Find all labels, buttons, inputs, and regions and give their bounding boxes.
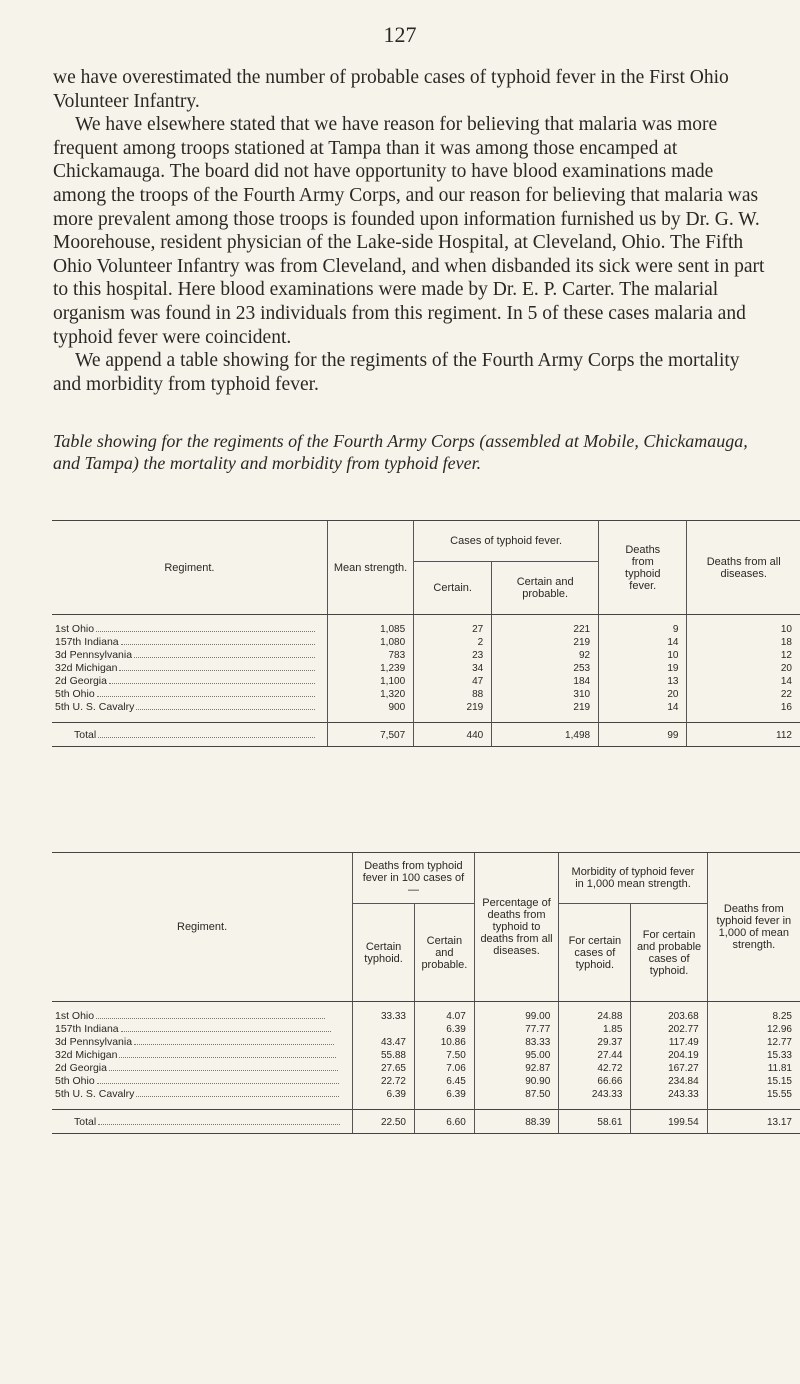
- leader-dots: [121, 1031, 331, 1032]
- leader-dots: [136, 709, 315, 710]
- regiment-cell: [52, 1023, 353, 1036]
- table-row: [52, 649, 800, 662]
- cell-certain-typhoid: 43.47: [353, 1036, 415, 1049]
- cell-deaths-typhoid: 13: [599, 675, 687, 688]
- col-header-certain-typhoid: Certain typhoid.: [353, 904, 415, 1002]
- cell-certain-typhoid: 27.65: [353, 1062, 415, 1075]
- cell-certain: 88: [414, 688, 492, 701]
- paragraph-2: We have elsewhere stated that we have reason for believing that malaria was more frequent among troops stationed at Tampa than it was among those encamped at Chickamauga. The board did not have opportunity to have blood examinations made among the troops of the Fourth Army Corps, and our reason for believing that malaria was more prevalent among those troops is founded upon information furnished us by Dr. G. W. Moorehouse, resident physician of the Lake-side Hospital, at Cleveland, Ohio. The Fifth Ohio Volunteer Infantry was from Cleveland, and when disbanded its sick were sent in part to this hospital. Here blood examinations were made by Dr. E. P. Carter. The malarial organism was found in 23 individuals from this regiment. In 5 of these cases malaria and typhoid fever were coincident.: [53, 114, 765, 348]
- cell-for-certain: 1.85: [559, 1023, 631, 1036]
- regiment-cell: [52, 1049, 353, 1062]
- regiment-cell: [52, 1036, 353, 1049]
- table-row: [52, 1088, 800, 1101]
- leader-dots: [109, 683, 315, 684]
- total-deaths-typhoid: 99: [599, 723, 687, 743]
- cell-deaths-typhoid: 9: [599, 623, 687, 636]
- cell-certain-typhoid: 6.39: [353, 1088, 415, 1101]
- leader-dots: [121, 644, 315, 645]
- col-header-mean-strength: Mean strength.: [327, 521, 413, 615]
- cell-mean-strength: 1,080: [327, 636, 413, 649]
- regiment-cell: [52, 1075, 353, 1088]
- cell-certain: 219: [414, 701, 492, 714]
- regiment-cell: [52, 623, 327, 636]
- cell-for-certain-probable: 167.27: [631, 1062, 707, 1075]
- regiment-name: 1st Ohio: [55, 1010, 95, 1022]
- cell-certain-probable: 221: [492, 623, 599, 636]
- table-row: [52, 688, 800, 701]
- cell-deaths-all: 12: [687, 649, 800, 662]
- cell-certain-typhoid: [353, 1023, 415, 1036]
- cell-deaths-per-1000: 15.15: [707, 1075, 800, 1088]
- cell-certain: 2: [414, 636, 492, 649]
- cell-percentage: 90.90: [474, 1075, 559, 1088]
- cell-deaths-per-1000: 12.77: [707, 1036, 800, 1049]
- regiment-name: 157th Indiana: [55, 636, 119, 648]
- regiment-name: 5th Ohio: [55, 688, 95, 700]
- paragraph-3: We append a table showing for the regiments of the Fourth Army Corps the mortality and morbidity from typhoid fever.: [53, 350, 740, 395]
- leader-dots: [136, 1096, 339, 1097]
- cell-deaths-all: 10: [687, 623, 800, 636]
- cell-deaths-per-1000: 11.81: [707, 1062, 800, 1075]
- table-caption: Table showing for the regiments of the Fourth Army Corps (assembled at Mobile, Chickamauga, and Tampa) the mortality and morbidity from typhoid fever.: [53, 431, 748, 473]
- cell-percentage: 77.77: [474, 1023, 559, 1036]
- cell-mean-strength: 783: [327, 649, 413, 662]
- cell-mean-strength: 1,085: [327, 623, 413, 636]
- cell-certain-probable: 219: [492, 636, 599, 649]
- total-for-certain: 58.61: [559, 1110, 631, 1130]
- cell-for-certain: 66.66: [559, 1075, 631, 1088]
- cell-for-certain-probable: 234.84: [631, 1075, 707, 1088]
- total-label: Total: [74, 1116, 97, 1128]
- cell-certain-probable: 253: [492, 662, 599, 675]
- cell-percentage: 87.50: [474, 1088, 559, 1101]
- regiment-name: 5th U. S. Cavalry: [55, 701, 135, 713]
- col-header-for-certain: For certain cases of typhoid.: [559, 904, 631, 1002]
- cell-mean-strength: 1,100: [327, 675, 413, 688]
- cell-deaths-all: 14: [687, 675, 800, 688]
- table-row: [52, 1062, 800, 1075]
- total-deaths-per-1000: 13.17: [707, 1110, 800, 1130]
- total-percentage: 88.39: [474, 1110, 559, 1130]
- regiment-cell: [52, 701, 327, 714]
- total-label-cell: [52, 1110, 353, 1130]
- table-row: [52, 636, 800, 649]
- cell-deaths-typhoid: 19: [599, 662, 687, 675]
- regiment-cell: [52, 662, 327, 675]
- cell-certain: 23: [414, 649, 492, 662]
- cell-certain-probable: 4.07: [414, 1010, 474, 1023]
- cell-for-certain: 42.72: [559, 1062, 631, 1075]
- table-row: [52, 701, 800, 714]
- table-row: [52, 1075, 800, 1088]
- cell-certain-probable: 10.86: [414, 1036, 474, 1049]
- cell-certain-probable: 6.39: [414, 1023, 474, 1036]
- cell-deaths-all: 20: [687, 662, 800, 675]
- cell-mean-strength: 1,239: [327, 662, 413, 675]
- leader-dots: [134, 657, 315, 658]
- cell-for-certain-probable: 203.68: [631, 1010, 707, 1023]
- table-row: [52, 1049, 800, 1062]
- total-deaths-all: 112: [687, 723, 800, 743]
- total-mean-strength: 7,507: [327, 723, 413, 743]
- col-header-cases-group: Cases of typhoid fever.: [414, 521, 599, 562]
- total-certain-probable: 1,498: [492, 723, 599, 743]
- leader-dots: [97, 696, 315, 697]
- leader-dots: [96, 631, 315, 632]
- cell-for-certain-probable: 204.19: [631, 1049, 707, 1062]
- regiment-name: 2d Georgia: [55, 1062, 107, 1074]
- cell-for-certain: 29.37: [559, 1036, 631, 1049]
- cell-deaths-all: 16: [687, 701, 800, 714]
- cell-certain-probable: 7.06: [414, 1062, 474, 1075]
- total-label-cell: [52, 723, 327, 743]
- regiment-name: 5th Ohio: [55, 1075, 95, 1087]
- total-for-certain-probable: 199.54: [631, 1110, 707, 1130]
- cell-certain: 27: [414, 623, 492, 636]
- cell-certain-probable: 7.50: [414, 1049, 474, 1062]
- cell-for-certain: 243.33: [559, 1088, 631, 1101]
- cell-deaths-per-1000: 8.25: [707, 1010, 800, 1023]
- leader-dots: [134, 1044, 334, 1045]
- col-header-morbidity-group: Morbidity of typhoid fever in 1,000 mean strength.: [559, 853, 707, 904]
- total-label: Total: [74, 729, 97, 741]
- col-header-regiment-2: Regiment.: [52, 853, 353, 1002]
- regiment-name: 1st Ohio: [55, 623, 95, 635]
- leader-dots: [109, 1070, 338, 1071]
- col-header-deaths-typhoid: Deaths from typhoid fever.: [599, 521, 687, 615]
- cell-percentage: 83.33: [474, 1036, 559, 1049]
- table-row: [52, 1036, 800, 1049]
- cell-certain: 34: [414, 662, 492, 675]
- total-certain-typhoid: 22.50: [353, 1110, 415, 1130]
- cell-deaths-per-1000: 15.33: [707, 1049, 800, 1062]
- leader-dots: [98, 1124, 340, 1125]
- regiment-name: 32d Michigan: [55, 1049, 118, 1061]
- table-row: [52, 1023, 800, 1036]
- cell-for-certain-probable: 117.49: [631, 1036, 707, 1049]
- col-header-certain-probable: Certain and probable.: [492, 562, 599, 615]
- cell-deaths-per-1000: 12.96: [707, 1023, 800, 1036]
- regiment-name: 157th Indiana: [55, 1023, 119, 1035]
- total-certain-probable: 6.60: [414, 1110, 474, 1130]
- col-header-deaths-per-100-group: Deaths from typhoid fever in 100 cases of—: [353, 853, 475, 904]
- col-header-certain: Certain.: [414, 562, 492, 615]
- cell-deaths-all: 18: [687, 636, 800, 649]
- col-header-regiment: Regiment.: [52, 521, 327, 615]
- regiment-name: 2d Georgia: [55, 675, 107, 687]
- regiment-name: 3d Pennsylvania: [55, 1036, 133, 1048]
- regiment-name: 32d Michigan: [55, 662, 118, 674]
- cell-deaths-typhoid: 14: [599, 701, 687, 714]
- cell-for-certain: 27.44: [559, 1049, 631, 1062]
- cell-certain-probable: 6.45: [414, 1075, 474, 1088]
- col-header-percentage: Percentage of deaths from typhoid to deaths from all diseases.: [474, 853, 559, 1002]
- regiment-cell: [52, 1062, 353, 1075]
- cell-percentage: 95.00: [474, 1049, 559, 1062]
- cell-mean-strength: 900: [327, 701, 413, 714]
- leader-dots: [98, 737, 315, 738]
- morbidity-table: [52, 852, 800, 1134]
- regiment-cell: [52, 675, 327, 688]
- regiment-cell: [52, 1010, 353, 1023]
- cell-for-certain: 24.88: [559, 1010, 631, 1023]
- leader-dots: [119, 1057, 336, 1058]
- cell-deaths-all: 22: [687, 688, 800, 701]
- cell-certain-probable: 92: [492, 649, 599, 662]
- regiment-cell: [52, 1088, 353, 1101]
- leader-dots: [119, 670, 315, 671]
- cell-deaths-typhoid: 14: [599, 636, 687, 649]
- leader-dots: [96, 1018, 325, 1019]
- paragraph-1: we have overestimated the number of probable cases of typhoid fever in the First Ohio Volunteer Infantry.: [53, 67, 729, 112]
- table-row: [52, 675, 800, 688]
- cell-deaths-typhoid: 20: [599, 688, 687, 701]
- col-header-certain-probable-2: Certain and probable.: [414, 904, 474, 1002]
- leader-dots: [97, 1083, 339, 1084]
- col-header-deaths-all: Deaths from all diseases.: [687, 521, 800, 615]
- table-row: [52, 623, 800, 636]
- mortality-table: [52, 520, 800, 747]
- cell-certain-probable: 219: [492, 701, 599, 714]
- page-number: 127: [383, 22, 417, 47]
- cell-certain-probable: 310: [492, 688, 599, 701]
- col-header-for-certain-probable: For certain and probable cases of typhoid.: [631, 904, 707, 1002]
- body-text: [53, 66, 765, 396]
- regiment-cell: [52, 688, 327, 701]
- cell-certain-typhoid: 33.33: [353, 1010, 415, 1023]
- regiment-name: 5th U. S. Cavalry: [55, 1088, 135, 1100]
- total-row: [52, 1110, 800, 1130]
- cell-for-certain-probable: 243.33: [631, 1088, 707, 1101]
- total-row: [52, 723, 800, 743]
- table-row: [52, 1010, 800, 1023]
- cell-percentage: 92.87: [474, 1062, 559, 1075]
- cell-certain-probable: 6.39: [414, 1088, 474, 1101]
- cell-certain-typhoid: 22.72: [353, 1075, 415, 1088]
- cell-certain-typhoid: 55.88: [353, 1049, 415, 1062]
- cell-deaths-typhoid: 10: [599, 649, 687, 662]
- cell-deaths-per-1000: 15.55: [707, 1088, 800, 1101]
- regiment-name: 3d Pennsylvania: [55, 649, 133, 661]
- regiment-cell: [52, 649, 327, 662]
- total-certain: 440: [414, 723, 492, 743]
- cell-for-certain-probable: 202.77: [631, 1023, 707, 1036]
- cell-percentage: 99.00: [474, 1010, 559, 1023]
- cell-certain-probable: 184: [492, 675, 599, 688]
- cell-mean-strength: 1,320: [327, 688, 413, 701]
- regiment-cell: [52, 636, 327, 649]
- table-row: [52, 662, 800, 675]
- cell-certain: 47: [414, 675, 492, 688]
- col-header-deaths-per-1000: Deaths from typhoid fever in 1,000 of mean strength.: [707, 853, 800, 1002]
